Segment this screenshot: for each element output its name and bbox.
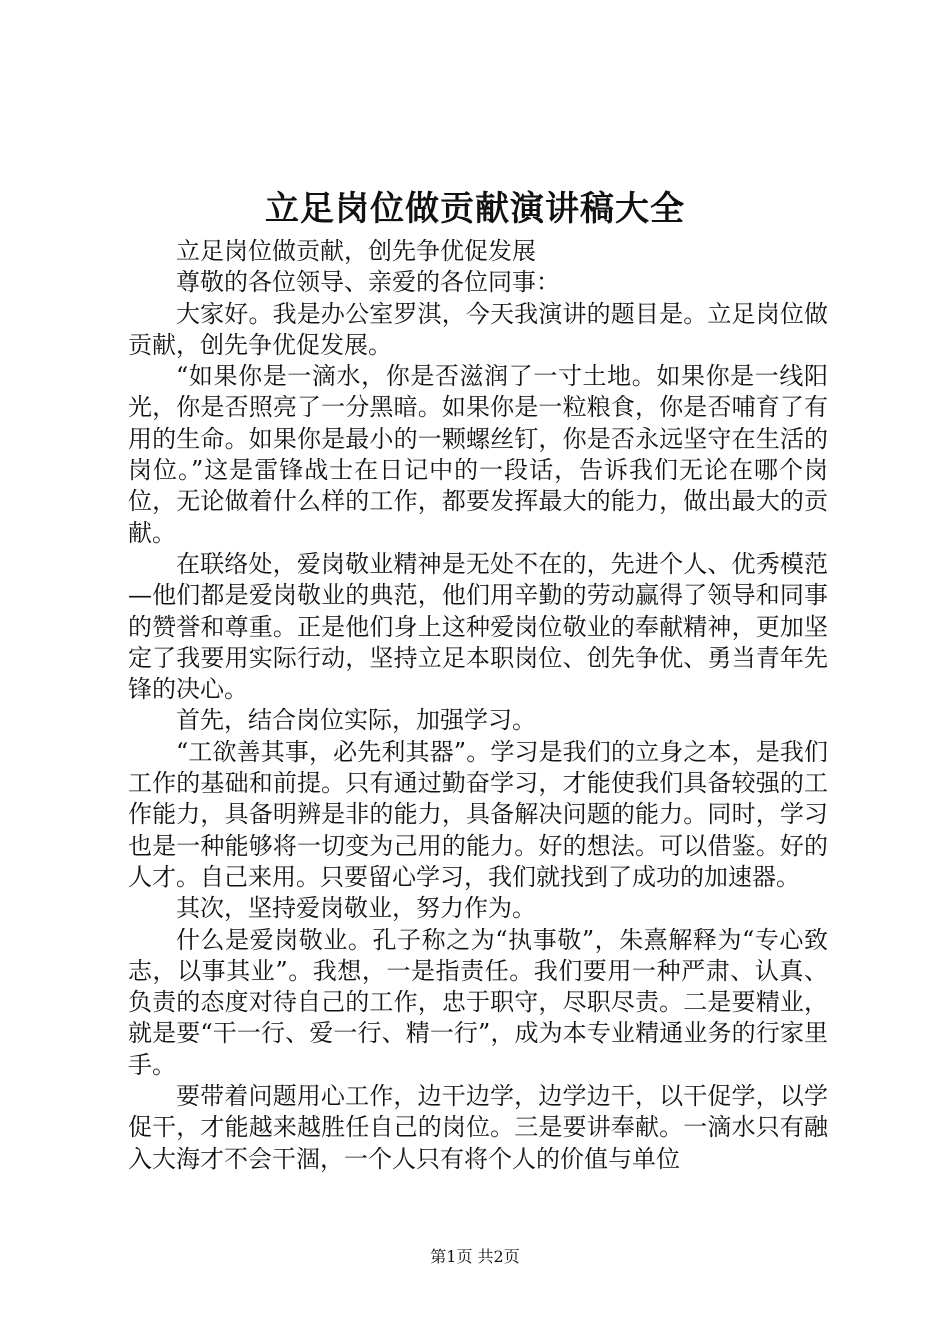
document-body: [128, 236, 828, 1175]
paragraph: “工欲善其事，必先利其器”。学习是我们的立身之本，是我们工作的基础和前提。只有通过勤奋学习，才能使我们具备较强的工作能力，具备明辨是非的能力，具备解决问题的能力。同时，学习也是一种能够将一切变为己用的能力。好的想法。可以借鉴。好的人才。自己来用。只要留心学习，我们就找到了成功的加速器。: [128, 737, 828, 891]
paragraph-heading: 首先，结合岗位实际，加强学习。: [176, 706, 536, 735]
paragraph: 在联络处，爱岗敬业精神是无处不在的，先进个人、优秀模范—他们都是爱岗敬业的典范，他们用辛勤的劳动赢得了领导和同事的赞誉和尊重。正是他们身上这种爱岗位敬业的奉献精神，更加坚定了我要用实际行动，坚持立足本职岗位、创先争优、勇当青年先锋的决心。: [128, 549, 828, 704]
paragraph-greeting: 尊敬的各位领导、亲爱的各位同事：: [176, 268, 560, 297]
paragraph: 大家好。我是办公室罗淇，今天我演讲的题目是。立足岗位做贡献，创先争优促发展。: [128, 299, 828, 359]
paragraph: 要带着问题用心工作，边干边学，边学边干，以干促学，以学促干，才能越来越胜任自己的岗位。三是要讲奉献。一滴水只有融入大海才不会干涸，一个人只有将个人的价值与单位: [128, 1082, 828, 1173]
paragraph: 什么是爱岗敬业。孔子称之为“执事敬”，朱熹解释为“专心致志，以事其业”。我想，一是指责任。我们要用一种严肃、认真、负责的态度对待自己的工作，忠于职守，尽职尽责。二是要精业，就是要“干一行、爱一行、精一行”，成为本专业精通业务的行家里手。: [128, 925, 828, 1079]
paragraph-heading: 其次，坚持爱岗敬业，努力作为。: [176, 894, 536, 923]
page-number-footer: 第1页 共2页: [430, 1247, 520, 1266]
document-title: 立足岗位做贡献演讲稿大全: [265, 189, 685, 229]
paragraph-subtitle: 立足岗位做贡献，创先争优促发展: [176, 237, 536, 265]
paragraph: “如果你是一滴水，你是否滋润了一寸土地。如果你是一线阳光，你是否照亮了一分黑暗。如果你是一粒粮食，你是否哺育了有用的生命。如果你是最小的一颗螺丝钉，你是否永远坚守在生活的岗位。”这是雷锋战士在日记中的一段话，告诉我们无论在哪个岗位，无论做着什么样的工作，都要发挥最大的能力，做出最大的贡献。: [128, 362, 828, 547]
